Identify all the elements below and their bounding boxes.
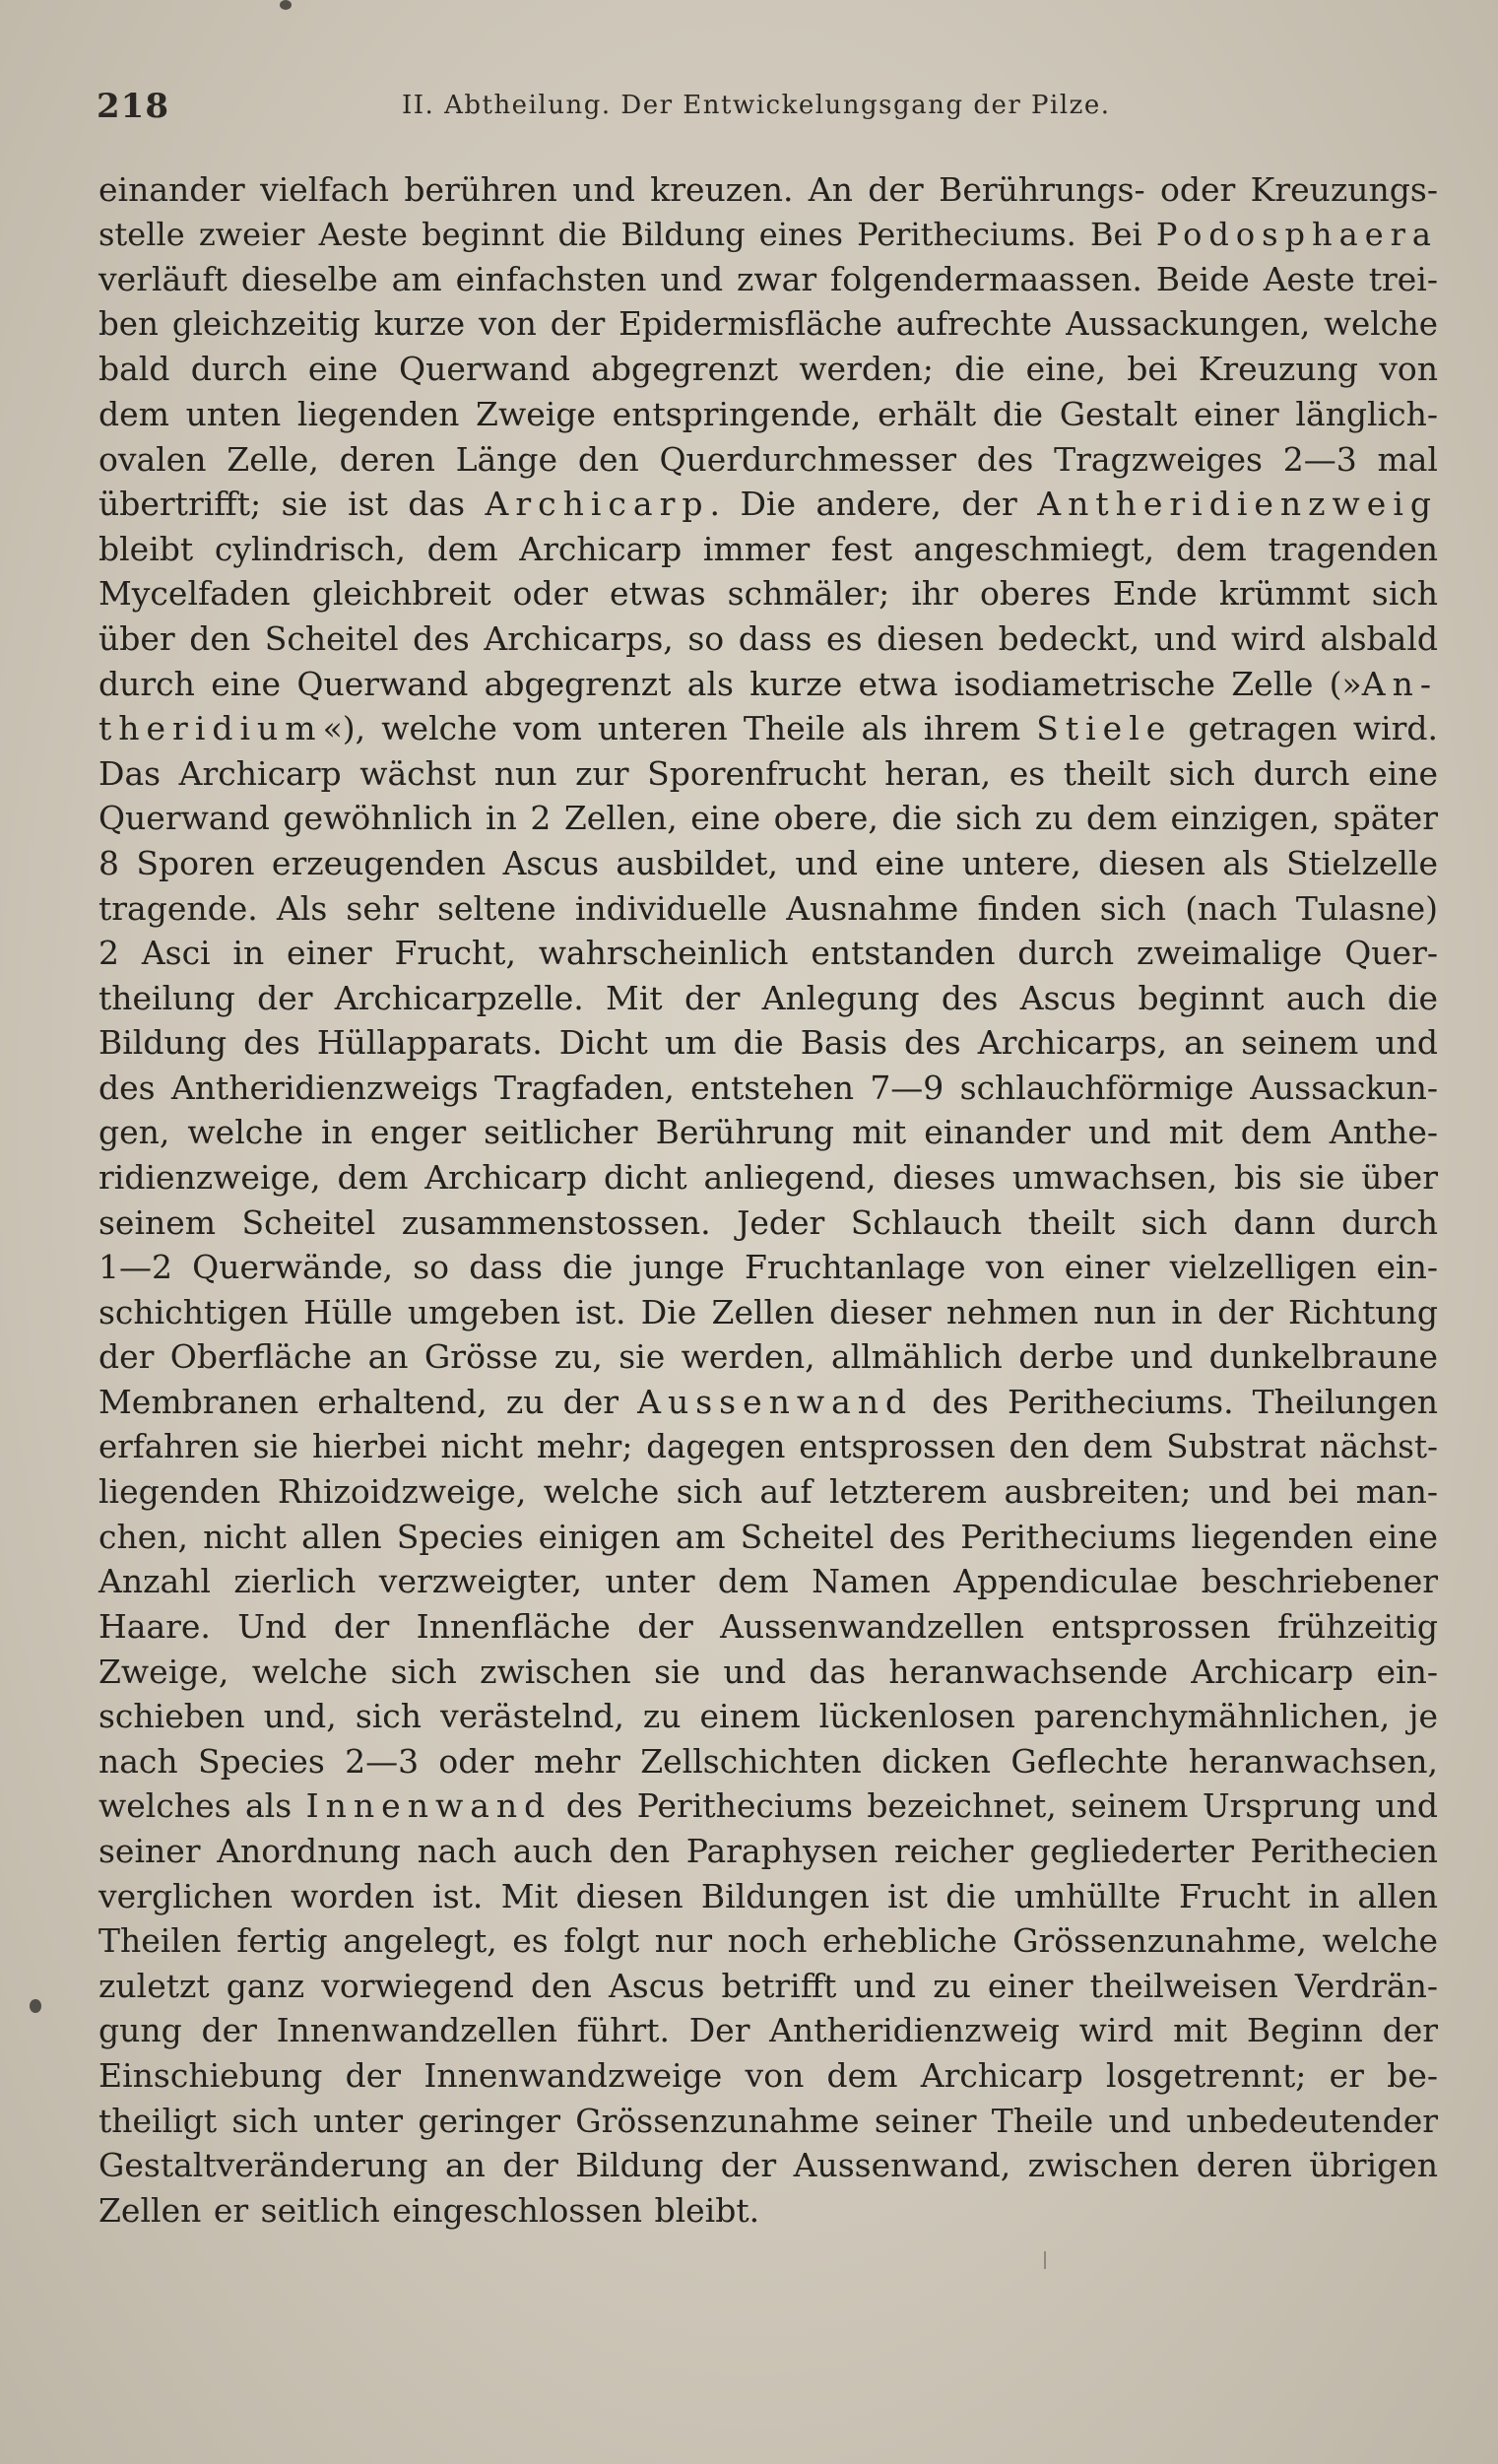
text-segment: Membranen erhaltend, zu der xyxy=(98,1383,638,1422)
text-line xyxy=(98,1425,1438,1470)
text-segment: nach Species 2—3 oder mehr Zellschichten dicken Geflechte heranwachsen, xyxy=(98,1741,1438,1781)
text-segment: gung der Innenwandzellen führt. Der Antheridienzweig wird mit Beginn der xyxy=(98,2011,1438,2050)
text-line xyxy=(98,616,1438,662)
spaced-term: Stiele xyxy=(1036,709,1173,748)
text-line xyxy=(98,392,1438,437)
text-segment: des Peritheciums bezeichnet, seinem Ursprung und xyxy=(552,1786,1438,1826)
text-line xyxy=(98,662,1438,707)
text-line xyxy=(98,1515,1438,1560)
spaced-term: Innenwand xyxy=(305,1786,553,1826)
text-segment: Bildung des Hüllapparats. Dicht um die Basis des Archicarps, an seinem und xyxy=(98,1023,1438,1063)
text-segment: liegenden Rhizoidzweige, welche sich auf letzterem ausbreiten; und bei man- xyxy=(98,1472,1438,1512)
spaced-term: Antheridienzweig xyxy=(1037,485,1439,524)
text-line xyxy=(98,257,1438,302)
text-segment: Theilen fertig angelegt, es folgt nur noch erhebliche Grössenzunahme, welche xyxy=(98,1921,1438,1961)
text-segment: 2 Asci in einer Frucht, wahrscheinlich entstanden durch zweimalige Quer- xyxy=(98,934,1438,973)
spaced-term: An- xyxy=(1361,664,1438,703)
spaced-term: Podosphaera xyxy=(1155,215,1438,253)
text-segment: bald durch eine Querwand abgegrenzt werden; die eine, bei Kreuzung von xyxy=(98,350,1438,389)
text-segment: des Peritheciums. Theilungen xyxy=(913,1383,1438,1422)
spaced-term: theridium xyxy=(98,709,323,748)
page-number: 218 xyxy=(97,87,169,126)
text-segment: welches als xyxy=(98,1786,306,1826)
text-segment: des Antheridienzweigs Tragfaden, entstehen 7—9 schlauchförmige Aussackun- xyxy=(98,1068,1438,1107)
text-segment: erfahren sie hierbei nicht mehr; dagegen entsprossen den dem Substrat nächst- xyxy=(98,1427,1438,1465)
text-segment: Haare. Und der Innenfläche der Aussenwandzellen entsprossen frühzeitig xyxy=(98,1607,1438,1646)
text-line xyxy=(98,1739,1438,1784)
text-line xyxy=(98,976,1438,1021)
text-segment: 8 Sporen erzeugenden Ascus ausbildet, und eine untere, diesen als Stielzelle xyxy=(98,843,1438,882)
text-line xyxy=(98,796,1438,841)
text-line xyxy=(98,437,1438,483)
text-line xyxy=(98,841,1438,886)
text-segment: zuletzt ganz vorwiegend den Ascus betrifft und zu einer theilweisen Verdrän- xyxy=(98,1966,1438,2005)
text-segment: Zweige, welche sich zwischen sie und das heranwachsende Archicarp ein- xyxy=(98,1652,1438,1691)
text-segment: theiligt sich unter geringer Grössenzunahme seiner Theile und unbedeutender xyxy=(98,2101,1438,2140)
body-text xyxy=(98,167,1438,2233)
text-line xyxy=(98,1694,1438,1739)
text-line xyxy=(98,1559,1438,1604)
text-segment: übertrifft; sie ist das xyxy=(98,485,486,524)
text-segment: einander vielfach berühren und kreuzen. An der Berührungs- oder Kreuzungs- xyxy=(98,170,1438,209)
text-segment: schichtigen Hülle umgeben ist. Die Zellen dieser nehmen nun in der Richtung xyxy=(98,1292,1438,1331)
text-line xyxy=(98,1155,1438,1200)
text-line xyxy=(98,931,1438,976)
text-segment: bleibt cylindrisch, dem Archicarp immer fest angeschmiegt, dem tragenden xyxy=(98,529,1438,568)
text-segment: der Oberfläche an Grösse zu, sie werden, allmählich derbe und dunkelbraune xyxy=(98,1337,1438,1377)
page-header xyxy=(97,87,1426,136)
text-line xyxy=(98,1964,1438,2009)
text-line xyxy=(98,1200,1438,1246)
text-segment: Gestaltveränderung an der Bildung der Aussenwand, zwischen deren übrigen xyxy=(98,2146,1438,2185)
text-line xyxy=(98,347,1438,392)
text-segment: gen, welche in enger seitlicher Berührung mit einander und mit dem Anthe- xyxy=(98,1113,1438,1152)
spaced-term: Aussenwand xyxy=(637,1383,914,1422)
text-segment: tragende. Als sehr seltene individuelle Ausnahme finden sich (nach Tulasne) xyxy=(98,888,1438,928)
print-mark xyxy=(1044,2251,1046,2269)
text-segment: Das Archicarp wächst nun zur Sporenfrucht heran, es theilt sich durch eine xyxy=(98,753,1438,793)
text-segment: ben gleichzeitig kurze von der Epidermisfläche aufrechte Aussackungen, welche xyxy=(98,304,1438,343)
text-segment: Querwand gewöhnlich in 2 Zellen, eine obere, die sich zu dem einzigen, später xyxy=(98,799,1438,838)
text-segment: Mycelfaden gleichbreit oder etwas schmäler; ihr oberes Ende krümmt sich xyxy=(98,574,1438,614)
text-segment: chen, nicht allen Species einigen am Scheitel des Peritheciums liegenden eine xyxy=(98,1517,1438,1556)
text-line xyxy=(98,1334,1438,1380)
text-line xyxy=(98,1874,1438,1919)
text-line xyxy=(98,527,1438,572)
text-segment: schieben und, sich verästelnd, zu einem lückenlosen parenchymähnlichen, je xyxy=(98,1697,1438,1736)
text-line xyxy=(98,1380,1438,1425)
text-line xyxy=(98,2053,1438,2099)
ink-spot xyxy=(30,1999,41,2013)
text-line xyxy=(98,1829,1438,1874)
text-line xyxy=(98,482,1438,527)
text-line xyxy=(98,2099,1438,2144)
text-line xyxy=(98,1604,1438,1650)
text-segment: stelle zweier Aeste beginnt die Bildung eines Peritheciums. Bei xyxy=(98,215,1156,253)
text-line xyxy=(98,1020,1438,1066)
text-segment: verglichen worden ist. Mit diesen Bildungen ist die umhüllte Frucht in allen xyxy=(98,1876,1438,1915)
text-line xyxy=(98,1918,1438,1964)
text-line xyxy=(98,2008,1438,2053)
text-segment: dem unten liegenden Zweige entspringende, erhält die Gestalt einer länglich- xyxy=(98,394,1438,433)
text-segment: ovalen Zelle, deren Länge den Querdurchmesser des Tragzweiges 2—3 mal xyxy=(98,439,1438,479)
text-line xyxy=(98,213,1438,258)
text-line xyxy=(98,751,1438,797)
text-segment: . Die andere, der xyxy=(709,485,1038,524)
text-segment: theilung der Archicarpzelle. Mit der Anlegung des Ascus beginnt auch die xyxy=(98,978,1438,1017)
text-segment: seinem Scheitel zusammenstossen. Jeder Schlauch theilt sich dann durch xyxy=(98,1202,1438,1242)
text-segment: über den Scheitel des Archicarps, so dass es diesen bedeckt, und wird alsbald xyxy=(98,618,1438,658)
text-line xyxy=(98,2143,1438,2188)
text-segment: Anzahl zierlich verzweigter, unter dem Namen Appendiculae beschriebener xyxy=(98,1562,1438,1601)
text-line xyxy=(98,167,1438,213)
text-line xyxy=(98,571,1438,616)
text-segment: verläuft dieselbe am einfachsten und zwar folgendermaassen. Beide Aeste trei- xyxy=(98,260,1438,299)
text-line xyxy=(98,302,1438,348)
text-line xyxy=(98,1245,1438,1290)
text-line xyxy=(98,2188,1438,2234)
text-line xyxy=(98,1650,1438,1695)
text-segment: 1—2 Querwände, so dass die junge Fruchtanlage von einer vielzelligen ein- xyxy=(98,1248,1438,1287)
text-line xyxy=(98,1783,1438,1829)
running-head: II. Abtheilung. Der Entwickelungsgang der Pilze. xyxy=(402,91,1111,120)
text-line xyxy=(98,1110,1438,1155)
text-segment: ridienzweige, dem Archicarp dicht anliegend, dieses umwachsen, bis sie über xyxy=(98,1158,1438,1198)
text-line xyxy=(98,1290,1438,1335)
text-segment: seiner Anordnung nach auch den Paraphysen reicher gegliederter Perithecien xyxy=(98,1831,1438,1870)
text-segment: «), welche vom unteren Theile als ihrem xyxy=(322,709,1037,748)
text-line xyxy=(98,706,1438,751)
text-segment: durch eine Querwand abgegrenzt als kurze etwa isodiametrische Zelle (» xyxy=(98,664,1362,703)
text-segment: getragen wird. xyxy=(1172,709,1438,748)
text-segment: Einschiebung der Innenwandzweige von dem Archicarp losgetrennt; er be- xyxy=(98,2055,1438,2095)
spaced-term: Archicarp xyxy=(485,485,710,524)
text-line xyxy=(98,1469,1438,1515)
text-line xyxy=(98,1066,1438,1111)
ink-spot xyxy=(280,0,292,10)
text-line xyxy=(98,886,1438,932)
text-segment: Zellen er seitlich eingeschlossen bleibt. xyxy=(98,2190,760,2230)
